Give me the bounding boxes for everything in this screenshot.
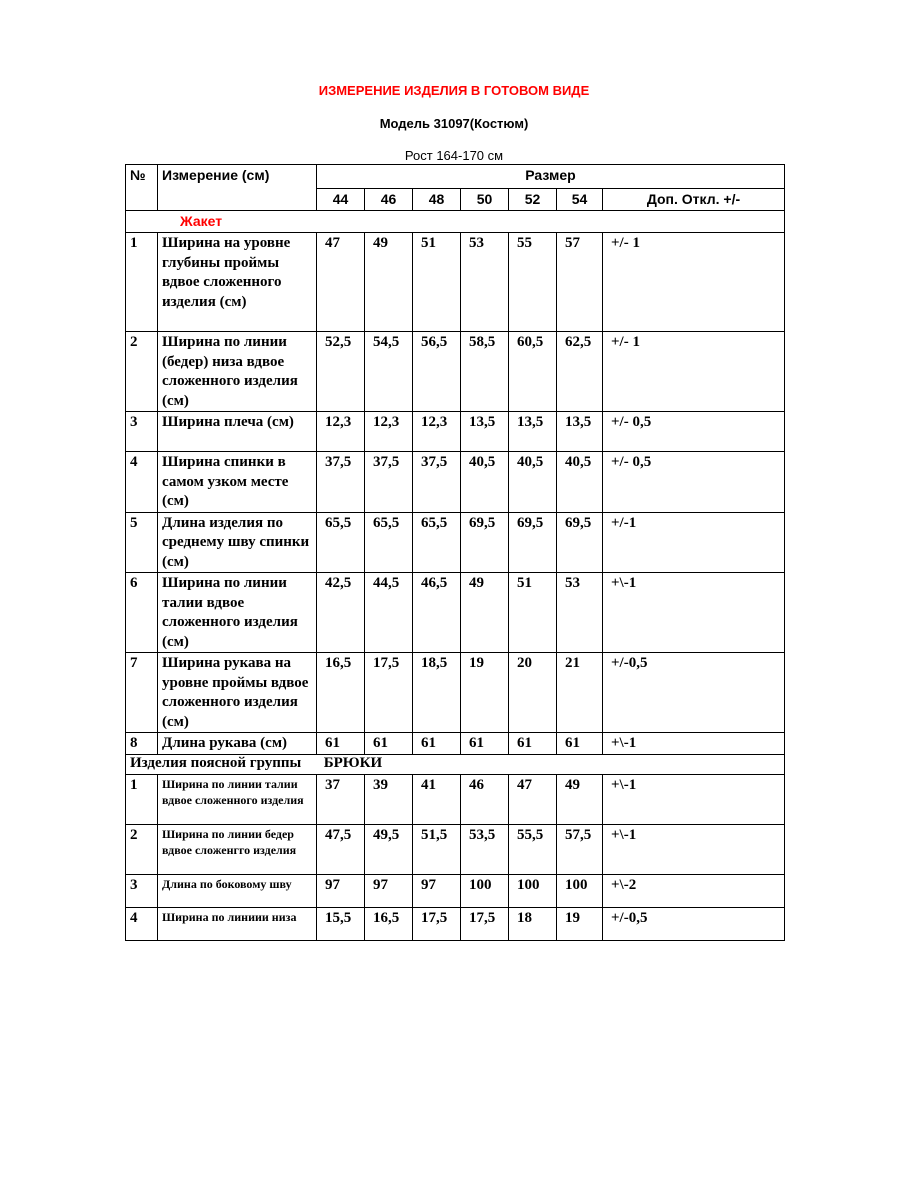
measurement-value: 53 bbox=[461, 233, 509, 332]
measurement-value: 37,5 bbox=[365, 452, 413, 513]
table-row bbox=[126, 733, 785, 755]
model-name: Модель 31097(Костюм) bbox=[379, 116, 529, 131]
measurement-name: Длина по боковому шву bbox=[158, 874, 317, 907]
tolerance-value: +/-0,5 bbox=[603, 653, 785, 733]
measurement-value: 47 bbox=[509, 774, 557, 824]
table-row bbox=[126, 332, 785, 412]
measurement-value: 13,5 bbox=[557, 412, 603, 452]
measurement-value: 97 bbox=[317, 874, 365, 907]
measurement-value: 39 bbox=[365, 774, 413, 824]
measurement-value: 100 bbox=[509, 874, 557, 907]
measurement-value: 46,5 bbox=[413, 573, 461, 653]
table-row bbox=[126, 233, 785, 332]
header-num: № bbox=[126, 165, 158, 211]
measurement-value: 37 bbox=[317, 774, 365, 824]
measurement-value: 56,5 bbox=[413, 332, 461, 412]
measurement-value: 13,5 bbox=[461, 412, 509, 452]
measurement-value: 47,5 bbox=[317, 824, 365, 874]
measurement-value: 49 bbox=[557, 774, 603, 824]
measurement-value: 41 bbox=[413, 774, 461, 824]
row-number: 1 bbox=[126, 774, 158, 824]
table-row bbox=[126, 774, 785, 824]
measurement-value: 51 bbox=[509, 573, 557, 653]
measurement-value: 97 bbox=[413, 874, 461, 907]
measurement-value: 47 bbox=[317, 233, 365, 332]
measurement-name: Длина изделия по среднему шву спинки (см) bbox=[158, 512, 317, 573]
row-number: 6 bbox=[126, 573, 158, 653]
measurement-value: 49 bbox=[461, 573, 509, 653]
measurement-value: 69,5 bbox=[509, 512, 557, 573]
tolerance-header: Доп. Откл. +/- bbox=[603, 189, 785, 211]
measurement-value: 65,5 bbox=[365, 512, 413, 573]
measurement-value: 20 bbox=[509, 653, 557, 733]
section-jacket-label: Жакет bbox=[126, 211, 785, 233]
measurement-value: 13,5 bbox=[509, 412, 557, 452]
size-48: 48 bbox=[413, 189, 461, 211]
measurement-value: 52,5 bbox=[317, 332, 365, 412]
header-measure: Измерение (см) bbox=[158, 165, 317, 211]
tolerance-value: +/- 1 bbox=[603, 233, 785, 332]
measurement-name: Ширина по линиии низа bbox=[158, 907, 317, 940]
measurement-name: Ширина спинки в самом узком месте (см) bbox=[158, 452, 317, 513]
tolerance-value: +\-2 bbox=[603, 874, 785, 907]
row-number: 2 bbox=[126, 332, 158, 412]
measurement-value: 15,5 bbox=[317, 907, 365, 940]
tolerance-value: +\-1 bbox=[603, 733, 785, 755]
tolerance-value: +/-1 bbox=[603, 512, 785, 573]
measurement-value: 53,5 bbox=[461, 824, 509, 874]
measurement-value: 61 bbox=[461, 733, 509, 755]
row-number: 3 bbox=[126, 412, 158, 452]
measurement-value: 16,5 bbox=[365, 907, 413, 940]
size-46: 46 bbox=[365, 189, 413, 211]
height-range: Рост 164-170 см bbox=[404, 148, 504, 163]
measurement-value: 40,5 bbox=[509, 452, 557, 513]
table-row bbox=[126, 452, 785, 513]
measurement-value: 51 bbox=[413, 233, 461, 332]
header-row bbox=[126, 165, 785, 189]
measurement-value: 42,5 bbox=[317, 573, 365, 653]
measurement-name: Длина рукава (см) bbox=[158, 733, 317, 755]
row-number: 4 bbox=[126, 452, 158, 513]
measurement-value: 55 bbox=[509, 233, 557, 332]
tolerance-value: +/- 0,5 bbox=[603, 412, 785, 452]
measurement-value: 60,5 bbox=[509, 332, 557, 412]
header-size: Размер bbox=[317, 165, 785, 189]
row-number: 8 bbox=[126, 733, 158, 755]
measurement-value: 69,5 bbox=[557, 512, 603, 573]
measurement-value: 65,5 bbox=[413, 512, 461, 573]
measurement-value: 12,3 bbox=[317, 412, 365, 452]
measurement-value: 18,5 bbox=[413, 653, 461, 733]
measurement-value: 12,3 bbox=[413, 412, 461, 452]
table-row bbox=[126, 512, 785, 573]
row-number: 5 bbox=[126, 512, 158, 573]
row-number: 2 bbox=[126, 824, 158, 874]
table-row bbox=[126, 653, 785, 733]
measurement-table bbox=[125, 164, 785, 941]
measurement-value: 57 bbox=[557, 233, 603, 332]
measurement-value: 61 bbox=[413, 733, 461, 755]
measurement-value: 51,5 bbox=[413, 824, 461, 874]
table-row bbox=[126, 412, 785, 452]
measurement-name: Ширина на уровне глубины проймы вдвое сложенного изделия (см) bbox=[158, 233, 317, 332]
measurement-name: Ширина по линии бедер вдвое сложенгго изделия bbox=[158, 824, 317, 874]
measurement-value: 61 bbox=[365, 733, 413, 755]
size-44: 44 bbox=[317, 189, 365, 211]
size-50: 50 bbox=[461, 189, 509, 211]
measurement-value: 57,5 bbox=[557, 824, 603, 874]
measurement-value: 46 bbox=[461, 774, 509, 824]
row-number: 1 bbox=[126, 233, 158, 332]
measurement-value: 17,5 bbox=[365, 653, 413, 733]
measurement-value: 19 bbox=[557, 907, 603, 940]
measurement-value: 40,5 bbox=[557, 452, 603, 513]
measurement-value: 44,5 bbox=[365, 573, 413, 653]
tolerance-value: +/- 1 bbox=[603, 332, 785, 412]
table-row bbox=[126, 573, 785, 653]
tolerance-value: +\-1 bbox=[603, 573, 785, 653]
measurement-value: 19 bbox=[461, 653, 509, 733]
measurement-value: 17,5 bbox=[413, 907, 461, 940]
measurement-value: 12,3 bbox=[365, 412, 413, 452]
measurement-value: 69,5 bbox=[461, 512, 509, 573]
measurement-value: 55,5 bbox=[509, 824, 557, 874]
row-number: 4 bbox=[126, 907, 158, 940]
tolerance-value: +/- 0,5 bbox=[603, 452, 785, 513]
measurement-value: 49,5 bbox=[365, 824, 413, 874]
section-pants-label: Изделия поясной группы БРЮКИ bbox=[126, 754, 785, 774]
table-row bbox=[126, 824, 785, 874]
tolerance-value: +\-1 bbox=[603, 774, 785, 824]
measurement-value: 53 bbox=[557, 573, 603, 653]
document-title: ИЗМЕРЕНИЕ ИЗДЕЛИЯ В ГОТОВОМ ВИДЕ bbox=[318, 83, 590, 98]
measurement-name: Ширина по линии талии вдвое сложенного изделия (см) bbox=[158, 573, 317, 653]
measurement-value: 18 bbox=[509, 907, 557, 940]
measurement-value: 100 bbox=[461, 874, 509, 907]
measurement-value: 40,5 bbox=[461, 452, 509, 513]
measurement-value: 61 bbox=[557, 733, 603, 755]
measurement-value: 61 bbox=[509, 733, 557, 755]
measurement-value: 97 bbox=[365, 874, 413, 907]
section-pants-row bbox=[126, 754, 785, 774]
measurement-value: 17,5 bbox=[461, 907, 509, 940]
measurement-name: Ширина рукава на уровне проймы вдвое сложенного изделия (см) bbox=[158, 653, 317, 733]
measurement-value: 58,5 bbox=[461, 332, 509, 412]
measurement-value: 21 bbox=[557, 653, 603, 733]
measurement-value: 49 bbox=[365, 233, 413, 332]
measurement-value: 61 bbox=[317, 733, 365, 755]
measurement-name: Ширина плеча (см) bbox=[158, 412, 317, 452]
measurement-value: 37,5 bbox=[317, 452, 365, 513]
measurement-value: 16,5 bbox=[317, 653, 365, 733]
tolerance-value: +/-0,5 bbox=[603, 907, 785, 940]
size-52: 52 bbox=[509, 189, 557, 211]
measurement-value: 54,5 bbox=[365, 332, 413, 412]
size-54: 54 bbox=[557, 189, 603, 211]
measurement-name: Ширина по линии талии вдвое сложенного изделия bbox=[158, 774, 317, 824]
section-jacket-row bbox=[126, 211, 785, 233]
table-row bbox=[126, 874, 785, 907]
measurement-value: 65,5 bbox=[317, 512, 365, 573]
measurement-value: 62,5 bbox=[557, 332, 603, 412]
row-number: 7 bbox=[126, 653, 158, 733]
measurement-value: 37,5 bbox=[413, 452, 461, 513]
measurement-table-wrapper bbox=[125, 164, 785, 941]
measurement-value: 100 bbox=[557, 874, 603, 907]
row-number: 3 bbox=[126, 874, 158, 907]
tolerance-value: +\-1 bbox=[603, 824, 785, 874]
table-row bbox=[126, 907, 785, 940]
measurement-name: Ширина по линии (бедер) низа вдвое сложенного изделия (см) bbox=[158, 332, 317, 412]
